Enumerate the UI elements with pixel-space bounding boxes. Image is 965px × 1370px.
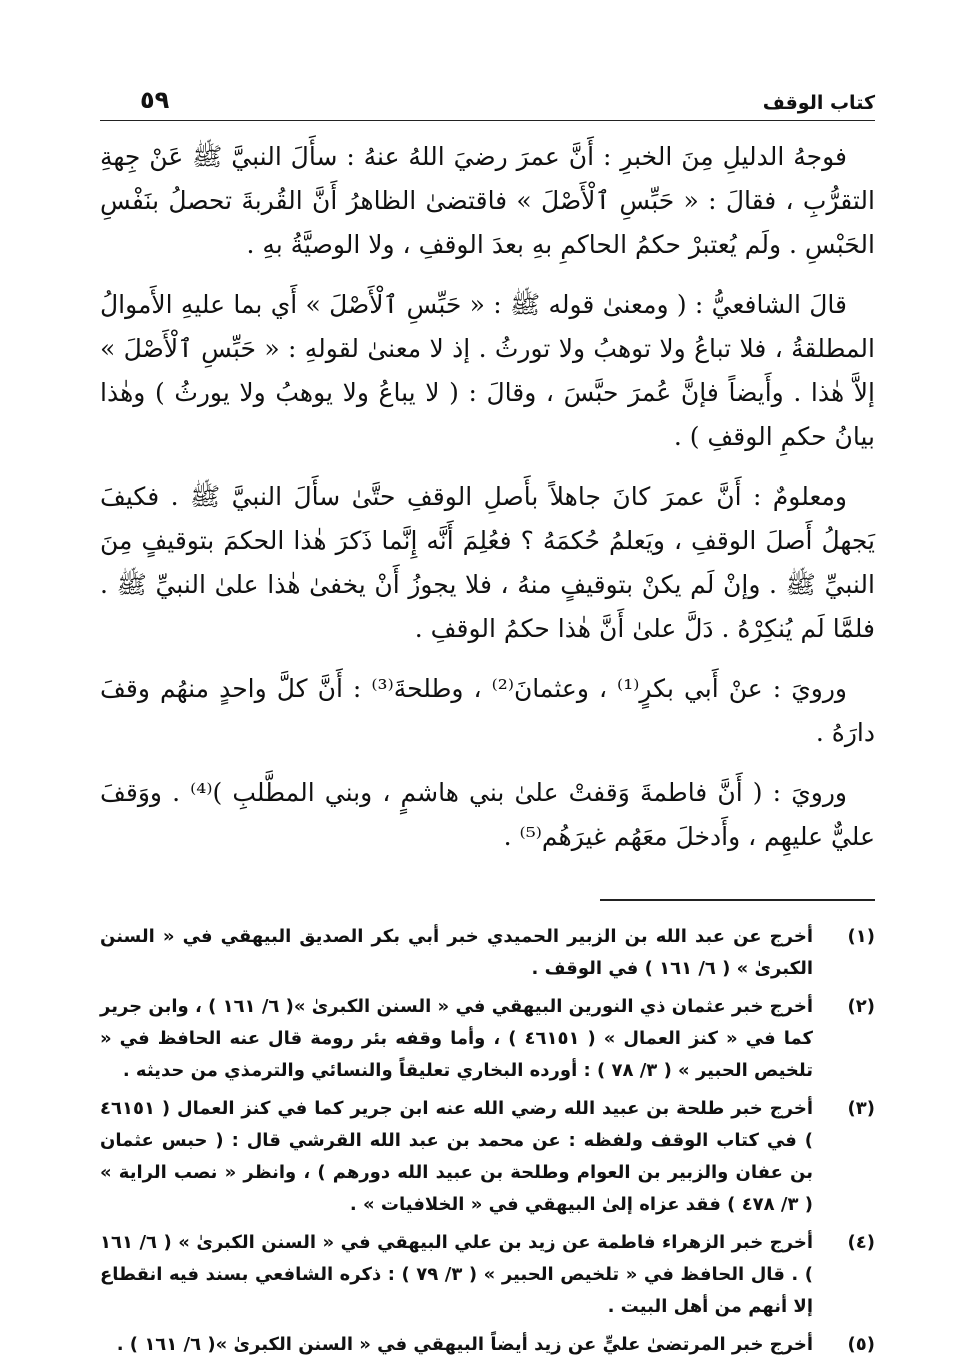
footnotes [100,921,875,1361]
footnote-number: (٥) [847,1334,875,1355]
footnote [100,921,875,985]
footnote-text: أخرج خبر طلحة بن عبيد الله رضي الله عنه ابن جرير كما في كنز العمال ( ٤٦١٥١ ) في كتاب الوقف ولفظه : عن محمد بن عبد الله القرشي قال : ( حبس عثمان بن عفان والزبير بن العوام وطلحة بن عبيد الله دورهم ) ، وانظر « نصب الراية » ( ٣/ ٤٧٨ ) فقد عزاه إلىٰ البيهقي في « الخلافيات » . [100,1098,813,1215]
footnote-separator [600,899,875,901]
page-number: ٥٩ [140,86,170,114]
footnote [100,991,875,1087]
footnote-number: (٢) [847,996,875,1017]
footnote-number: (٤) [847,1232,875,1253]
paragraph: فوجهُ الدليلِ مِنَ الخبرِ : أَنَّ عمرَ رضيَ اللهُ عنهُ : سأَلَ النبيَّ ﷺ عَنْ جِهةِ التقرُّبِ ، فقالَ : « حَبِّسِ ٱلْأَصْلَ » فاقتضىٰ الظاهرُ أَنَّ القُربةَ تحصلُ بنَفْسِ الحَبْسِ . ولَم يُعتبرْ حكمُ الحاكمِ بهِ بعدَ الوقفِ ، ولا الوصيَّةُ بهِ . [100,142,875,259]
footnote [100,1329,875,1361]
page [100,78,875,1367]
main-text [100,135,875,859]
book-title: كتاب الوقف [762,92,875,114]
footnote-text: أخرج خبر المرتضىٰ عليٍّ عن زيد أيضاً البيهقي في « السنن الكبرىٰ »( ٦/ ١٦١ ) . [116,1334,813,1355]
paragraph: ورويَ : ( أَنَّ فاطمةَ وَقفتْ علىٰ بني هاشمٍ ، وبني المطَّلبِ )⁽⁴⁾ . ووَقفَ عليٌّ عليهِم ، وأَدخلَ معَهُم غيرَهُم⁽⁵⁾ . [100,778,875,851]
paragraph: ورويَ : عنْ أَبي بكرٍ⁽¹⁾ ، وعثمانَ⁽²⁾ ، وطلحةَ⁽³⁾ : أَنَّ كلَّ واحدٍ منهُم وقفَ دارَهُ . [100,674,875,747]
footnote-number: (١) [847,926,875,947]
footnote-separator-wrap [100,875,875,921]
footnote-number: (٣) [847,1098,875,1119]
footnote-text: أخرج خبر عثمان ذي النورين البيهقي في « السنن الكبرىٰ »( ٦/ ١٦١ ) ، وابن جرير كما في « كنز العمال » ( ٤٦١٥١ ) ، وأما وقفه بئر رومة قال عنه الحافظ في « تلخيص الحبير » ( ٣/ ٧٨ ) : أورده البخاري تعليقاً والنسائي والترمذي من حديثه . [100,996,813,1081]
paragraph: قالَ الشافعيُّ : ( ومعنىٰ قوله ﷺ : « حَبِّسِ ٱلْأَصْلَ » أَي بما عليهِ الأَموالُ المطلقةُ ، فلا تباعُ ولا توهبُ ولا تورثُ . إذ لا معنىٰ لقولهِ : « حَبِّسِ ٱلْأَصْلَ » إلاَّ هٰذا . وأَيضاً فإنَّ عُمرَ حبَّسَ ، وقالَ : ( لا يباعُ ولا يوهبُ ولا يورثُ ) وهٰذا بيانُ حكمِ الوقفِ ) . [100,290,875,451]
footnote-text: أخرج عن عبد الله بن الزبير الحميدي خبر أبي بكر الصديق البيهقي في « السنن الكبرىٰ » ( ٦/ ١٦١ ) في الوقف . [100,926,813,979]
footnote [100,1093,875,1221]
footnote [100,1227,875,1323]
page-header [100,78,875,121]
footnote-text: أخرج خبر الزهراء فاطمة عن زيد بن علي البيهقي في « السنن الكبرىٰ » ( ٦/ ١٦١ ) . قال الحافظ في « تلخيص الحبير » ( ٣/ ٧٩ ) : ذكره الشافعي بسند فيه انقطاع إلا أنهم من أهل البيت . [100,1232,814,1317]
paragraph: ومعلومٌ : أَنَّ عمرَ كانَ جاهلاً بأَصلِ الوقفِ حتَّىٰ سأَلَ النبيَّ ﷺ . فكيفَ يَجهلُ أَصلَ الوقفِ ، ويَعلمُ حُكمَهُ ؟ فعُلِمَ أَنَّه إِنَّما ذَكرَ هٰذا الحكمَ بتوقيفٍ مِنَ النبيِّ ﷺ . وإنْ لَم يكنْ بتوقيفٍ منهُ ، فلا يجوزُ أَنْ يخفىٰ هٰذا علىٰ النبيِّ ﷺ . فلمَّا لَم يُنكِرْهُ . دَلَّ علىٰ أَنَّ هٰذا حكمُ الوقفِ . [100,482,875,643]
